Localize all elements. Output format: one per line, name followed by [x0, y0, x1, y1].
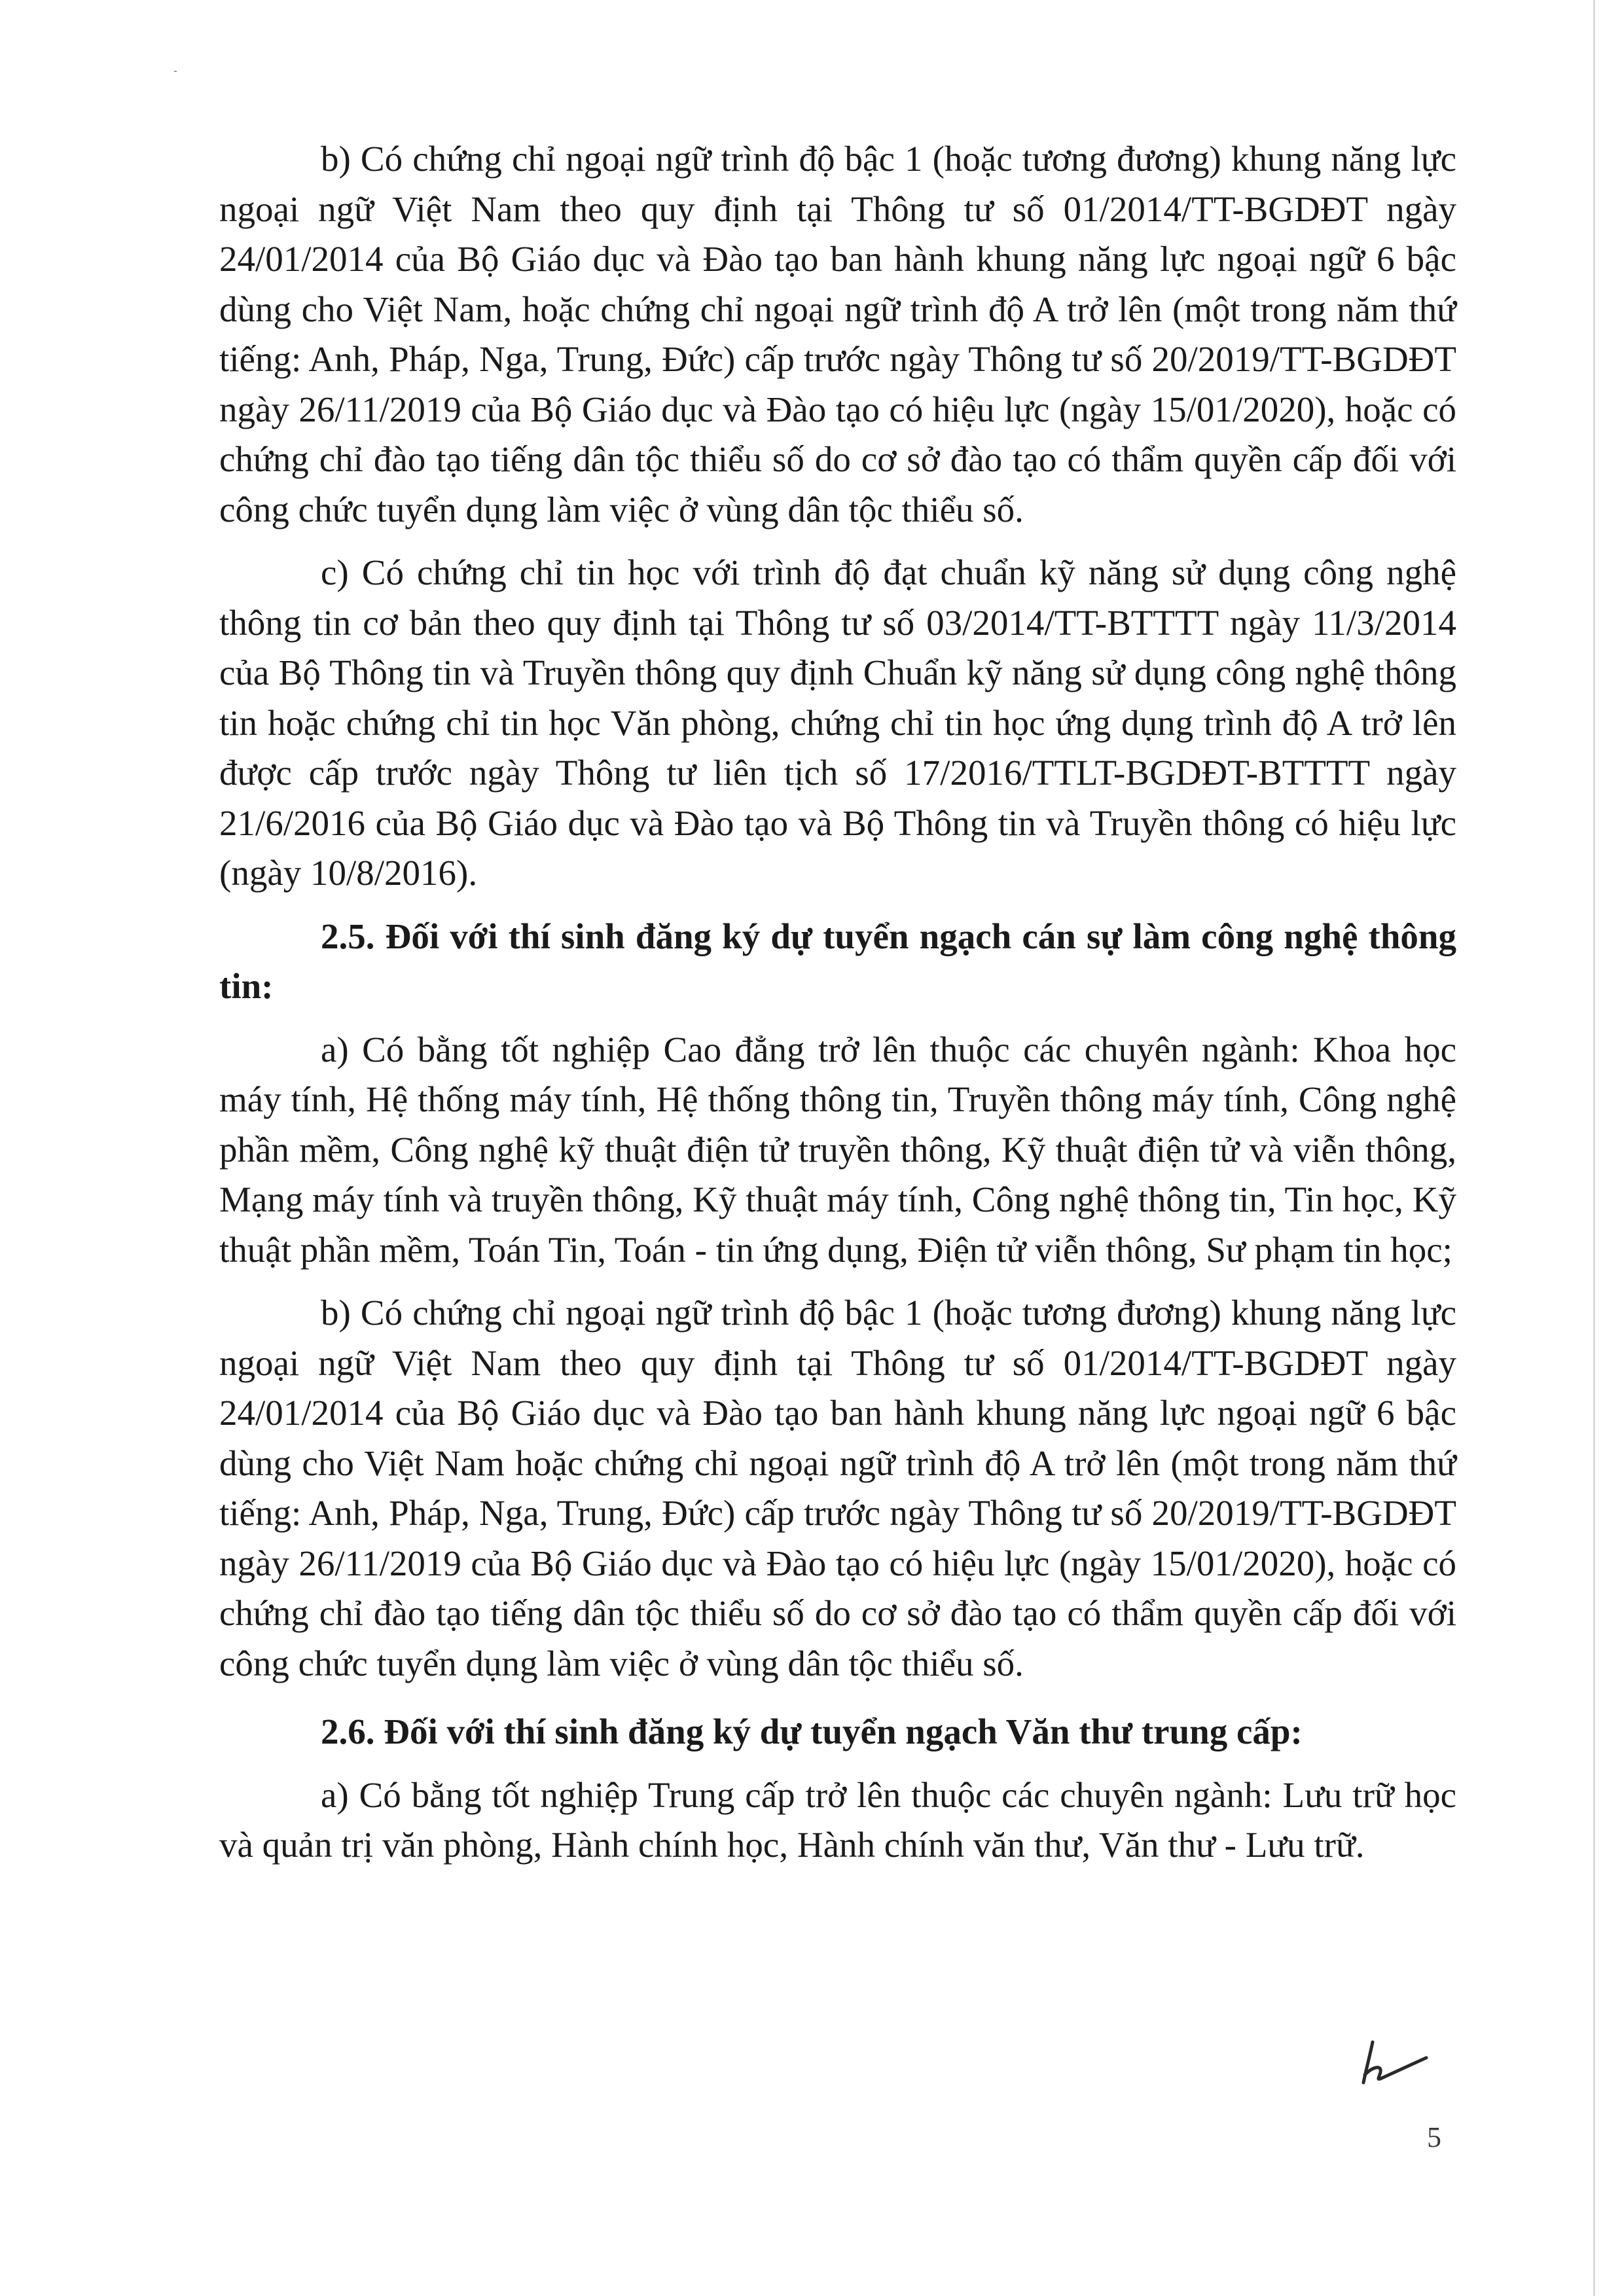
scan-edge-line — [1593, 0, 1595, 2296]
initials-signature — [1358, 2036, 1430, 2088]
scan-speck — [174, 71, 177, 72]
section-heading-2-6: 2.6. Đối với thí sinh đăng ký dự tuyển ngạch Văn thư trung cấp: — [321, 1712, 1303, 1751]
document-body — [219, 134, 1456, 1871]
paragraph-a-college-degree: a) Có bằng tốt nghiệp Cao đẳng trở lên thuộc các chuyên ngành: Khoa học máy tính, Hệ thống máy tính, Hệ thống thông tin, Truyền thông máy tính, Công nghệ phần mềm, Công nghệ kỹ thuật điện tử truyền thông, Kỹ thuật điện tử và viễn thông, Mạng máy tính và truyền thông, Kỹ thuật máy tính, Công nghệ thông tin, Tin học, Kỹ thuật phần mềm, Toán Tin, Toán - tin ứng dụng, Điện tử viễn thông, Sư phạm tin học; — [219, 1029, 1456, 1270]
paragraph-c-it-certificate: c) Có chứng chỉ tin học với trình độ đạt chuẩn kỹ năng sử dụng công nghệ thông tin cơ bản theo quy định tại Thông tư số 03/2014/TT-BTTTT ngày 11/3/2014 của Bộ Thông tin và Truyền thông quy định Chuẩn kỹ năng sử dụng công nghệ thông tin hoặc chứng chỉ tin học Văn phòng, chứng chỉ tin học ứng dụng trình độ A trở lên được cấp trước ngày Thông tư liên tịch số 17/2016/TTLT-BGDĐT-BTTTT ngày 21/6/2016 của Bộ Giáo dục và Đào tạo và Bộ Thông tin và Truyền thông có hiệu lực (ngày 10/8/2016). — [219, 552, 1456, 893]
paragraph-b-foreign-language: b) Có chứng chỉ ngoại ngữ trình độ bậc 1 (hoặc tương đương) khung năng lực ngoại ngữ Việt Nam theo quy định tại Thông tư số 01/2014/TT-BGDĐT ngày 24/01/2014 của Bộ Giáo dục và Đào tạo ban hành khung năng lực ngoại ngữ 6 bậc dùng cho Việt Nam, hoặc chứng chỉ ngoại ngữ trình độ A trở lên (một trong năm thứ tiếng: Anh, Pháp, Nga, Trung, Đức) cấp trước ngày Thông tư số 20/2019/TT-BGDĐT ngày 26/11/2019 của Bộ Giáo dục và Đào tạo có hiệu lực (ngày 15/01/2020), hoặc có chứng chỉ đào tạo tiếng dân tộc thiểu số do cơ sở đào tạo có thẩm quyền cấp đối với công chức tuyển dụng làm việc ở vùng dân tộc thiểu số. — [219, 139, 1456, 529]
paragraph-b-foreign-language-2: b) Có chứng chỉ ngoại ngữ trình độ bậc 1 (hoặc tương đương) khung năng lực ngoại ngữ Việt Nam theo quy định tại Thông tư số 01/2014/TT-BGDĐT ngày 24/01/2014 của Bộ Giáo dục và Đào tạo ban hành khung năng lực ngoại ngữ 6 bậc dùng cho Việt Nam hoặc chứng chỉ ngoại ngữ trình độ A trở lên (một trong năm thứ tiếng: Anh, Pháp, Nga, Trung, Đức) cấp trước ngày Thông tư số 20/2019/TT-BGDĐT ngày 26/11/2019 của Bộ Giáo dục và Đào tạo có hiệu lực (ngày 15/01/2020), hoặc có chứng chỉ đào tạo tiếng dân tộc thiểu số do cơ sở đào tạo có thẩm quyền cấp đối với công chức tuyển dụng làm việc ở vùng dân tộc thiểu số. — [219, 1293, 1456, 1683]
section-heading-2-5: 2.5. Đối với thí sinh đăng ký dự tuyển ngạch cán sự làm công nghệ thông tin: — [219, 916, 1456, 1006]
page-number: 5 — [1427, 2121, 1441, 2153]
paragraph-a-intermediate-degree: a) Có bằng tốt nghiệp Trung cấp trở lên thuộc các chuyên ngành: Lưu trữ học và quản trị văn phòng, Hành chính học, Hành chính văn thư, Văn thư - Lưu trữ. — [219, 1774, 1456, 1865]
